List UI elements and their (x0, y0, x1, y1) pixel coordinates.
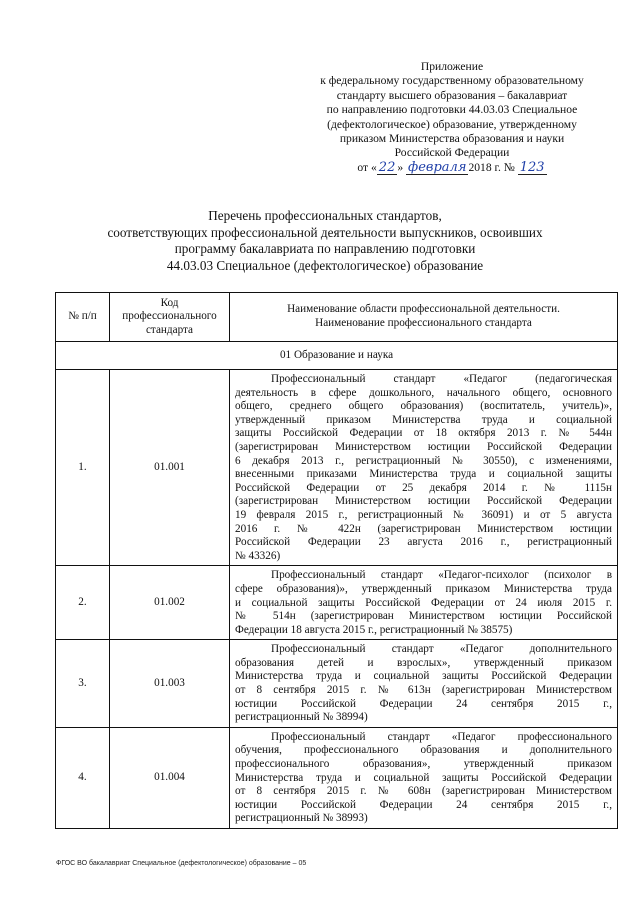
description-line: юстиции Российской Федерации 24 сентября 2015 г., (235, 798, 612, 811)
row-description (230, 370, 618, 566)
date-prefix: от « (357, 160, 377, 174)
row-description (230, 566, 618, 640)
row-number: 1. (56, 370, 110, 566)
description-line: 6 декабря 2013 г., регистрационный № 30550), с изменениями, (235, 454, 612, 467)
table-row (56, 640, 618, 728)
row-code: 01.004 (110, 727, 230, 828)
page-footer: ФГОС ВО бакалавриат Специальное (дефектологическое) образование – 05 (56, 860, 307, 867)
row-code: 01.001 (110, 370, 230, 566)
description-line: утвержденный приказом Министерства труда и социальной (235, 413, 612, 426)
description-line: 19 февраля 2015 г., регистрационный № 36091) и от 5 августа (235, 508, 612, 521)
row-description (230, 727, 618, 828)
description-line: Профессиональный стандарт «Педагог (педагогическая (271, 373, 612, 385)
description-line: защиты Российской Федерации от 18 октября 2013 г. № 544н (235, 427, 612, 440)
description-line: внесенными приказами Министерства труда и социальной защиты (235, 468, 612, 481)
description-line: и социальной защиты Российской Федерации от 24 июля 2015 г. (235, 596, 612, 609)
description-line: профессионального образования», утвержденный приказом (235, 758, 612, 771)
description-line: (зарегистрирован Министерством юстиции Российской Федерации (235, 495, 612, 508)
standards-table (55, 292, 618, 829)
description-line: от 8 сентября 2015 г. № 613н (зарегистрирован Министерством (235, 684, 612, 697)
table-row (56, 566, 618, 640)
appendix-line: (дефектологическое) образование, утвержденному (327, 117, 577, 131)
description-line: Министерства труда и социальной защиты Российской Федерации (235, 670, 612, 683)
table-row (56, 727, 618, 828)
title-line: Перечень профессиональных стандартов, (208, 208, 442, 223)
description-line: от 8 сентября 2015 г. № 608н (зарегистрирован Министерством (235, 785, 612, 798)
description-line: 2016 г. № 422н (зарегистрирован Министерством юстиции (235, 522, 612, 535)
date-day-handwritten: 22 (378, 159, 396, 175)
title-line: соответствующих профессиональной деятельности выпускников, освоивших (107, 224, 543, 240)
description-line: юстиции Российской Федерации 24 сентября 2015 г., (235, 697, 612, 710)
description-line: деятельность в сфере дошкольного, начального общего, основного (235, 386, 612, 399)
description-line: Федерации 18 августа 2015 г., регистрационный № 38575) (235, 623, 513, 636)
table-body (56, 370, 618, 829)
section-row (56, 342, 618, 370)
appendix-line: Приложение (420, 60, 484, 73)
description-line: общего, среднего общего образования) (воспитатель, учитель)», (235, 400, 612, 413)
appendix-line: стандарту высшего образования – бакалавриат (336, 88, 568, 102)
row-code: 01.002 (110, 566, 230, 640)
table-row (56, 370, 618, 566)
row-number: 3. (56, 640, 110, 728)
description-line: сфере образования)», утвержденный приказом Министерства труда (235, 582, 612, 595)
header-number: № п/п (56, 293, 110, 342)
description-line: Российской Федерации 23 августа 2016 г., регистрационный (235, 536, 612, 549)
appendix-line: по направлению подготовки 44.03.03 Специальное (326, 103, 578, 117)
row-description (230, 640, 618, 728)
row-number: 2. (56, 566, 110, 640)
description-line: № 514н (зарегистрирован Министерством юстиции Российской (235, 610, 612, 623)
section-title: 01 Образование и наука (56, 342, 618, 370)
title-line: программу бакалавриата по направлению подготовки (174, 241, 476, 257)
description-line: Российской Федерации от 25 декабря 2014 г. № 1115н (235, 481, 612, 494)
description-line: Профессиональный стандарт «Педагог дополнительного (271, 643, 612, 656)
date-year: 2018 г. № (468, 160, 515, 174)
description-line: (зарегистрирован Министерством юстиции Российской Федерации (235, 440, 612, 453)
row-number: 4. (56, 727, 110, 828)
description-line: Профессиональный стандарт «Педагог-психолог (психолог в (271, 569, 612, 582)
appendix-line: к федеральному государственному образовательному (320, 74, 584, 88)
appendix-line: Российской Федерации (394, 146, 510, 160)
header-name: Наименование области профессиональной деятельности. Наименование профессионального стандарта (230, 293, 618, 342)
appendix-line: приказом Министерства образования и науки (339, 132, 565, 146)
header-code: Код профессионального стандарта (110, 293, 230, 342)
date-month-handwritten: февраля (408, 159, 467, 175)
appendix-block (300, 60, 604, 175)
table-header-row (56, 293, 618, 342)
description-line: Профессиональный стандарт «Педагог профессионального (271, 730, 612, 743)
description-line: регистрационный № 38994) (235, 711, 368, 724)
order-number-handwritten: 123 (519, 159, 545, 175)
document-title (60, 208, 590, 274)
date-mid: » (397, 160, 404, 174)
row-code: 01.003 (110, 640, 230, 728)
description-line: образования детей и взрослых», утвержденный приказом (235, 656, 612, 669)
order-date-line (300, 161, 604, 175)
title-line: 44.03.03 Специальное (дефектологическое) образование (166, 257, 484, 273)
description-line: Министерства труда и социальной защиты Российской Федерации (235, 771, 612, 784)
description-line: № 43326) (235, 549, 281, 562)
description-line: обучения, профессионального образования и дополнительного (235, 744, 612, 757)
description-line: регистрационный № 38993) (235, 812, 368, 825)
